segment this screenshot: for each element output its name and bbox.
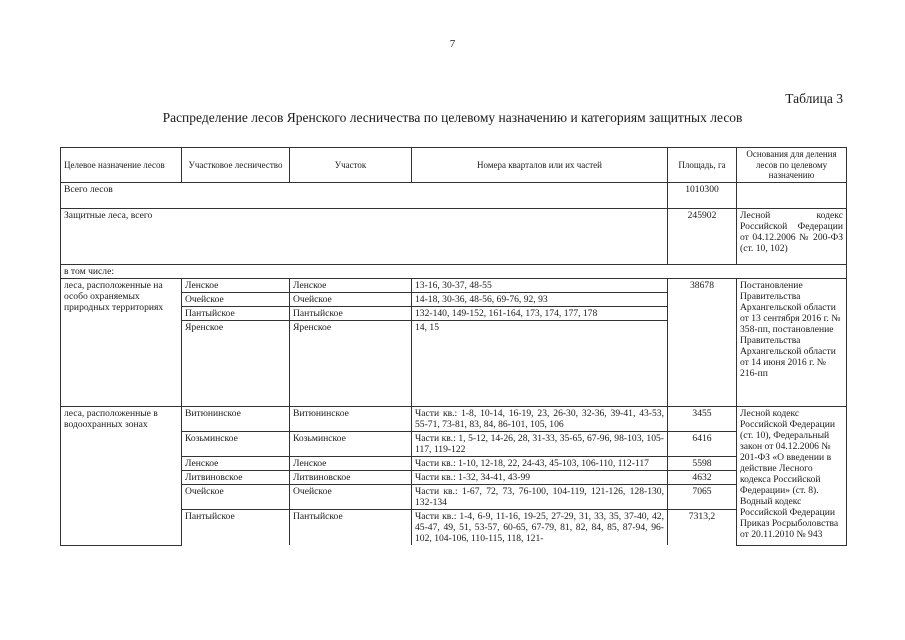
forestry-cell: Пантыйское xyxy=(182,510,290,546)
table-row xyxy=(61,279,847,293)
forestry-cell: Козьминское xyxy=(182,432,290,457)
area-cell: 6416 xyxy=(668,432,737,457)
forestry-cell: Пантыйское xyxy=(182,307,290,321)
table-row-including xyxy=(61,265,847,279)
forest-distribution-table xyxy=(60,147,847,546)
section-cell: Яренское xyxy=(290,321,412,407)
quarters-cell: Части кв.: 1-8, 10-14, 16-19, 23, 26-30, 32-36, 39-41, 43-53, 55-71, 73-81, 83, 84, 86-101, 105, 106 xyxy=(412,407,668,432)
table-label: Таблица 3 xyxy=(785,91,843,106)
basis-cell: Лесной кодекс Российской Федерации от 04.12.2006 № 200-ФЗ (ст. 10, 102) xyxy=(737,209,847,265)
area-cell: 38678 xyxy=(668,279,737,407)
forestry-cell: Очейское xyxy=(182,485,290,510)
basis-cell xyxy=(737,183,847,209)
quarters-cell: Части кв.: 1-4, 6-9, 11-16, 19-25, 27-29, 31, 33, 35, 37-40, 42, 45-47, 49, 51, 53-57, 60-65, 67-79, 81, 82, 84, 85, 87-94, 96-102, 104-106, 110-115, 118, 121- xyxy=(412,510,668,546)
forestry-cell: Ленское xyxy=(182,457,290,471)
quarters-cell: Части кв.: 1-32, 34-41, 43-99 xyxy=(412,471,668,485)
section-cell: Ленское xyxy=(290,457,412,471)
area-cell: 5598 xyxy=(668,457,737,471)
section-cell: Очейское xyxy=(290,485,412,510)
table-row xyxy=(61,407,847,432)
area-cell: 4632 xyxy=(668,471,737,485)
page-number: 7 xyxy=(449,38,456,50)
table-row-all-forests xyxy=(61,183,847,209)
row-label: Всего лесов xyxy=(61,183,668,209)
forestry-cell: Очейское xyxy=(182,293,290,307)
forestry-cell: Ленское xyxy=(182,279,290,293)
quarters-cell: 132-140, 149-152, 161-164, 173, 174, 177, 178 xyxy=(412,307,668,321)
forestry-cell: Витюнинское xyxy=(182,407,290,432)
quarters-cell: Части кв.: 1-67, 72, 73, 76-100, 104-119, 121-126, 128-130, 132-134 xyxy=(412,485,668,510)
purpose-cell: леса, расположенные в водоохранных зонах xyxy=(61,407,182,546)
quarters-cell: 14, 15 xyxy=(412,321,668,407)
area-cell: 1010300 xyxy=(668,183,737,209)
quarters-cell: Части кв.: 1-10, 12-18, 22, 24-43, 45-103, 106-110, 112-117 xyxy=(412,457,668,471)
forestry-cell: Литвиновское xyxy=(182,471,290,485)
section-cell: Витюнинское xyxy=(290,407,412,432)
area-cell: 3455 xyxy=(668,407,737,432)
header-purpose: Целевое назначение лесов xyxy=(61,148,182,183)
basis-cell: Лесной кодекс Российской Федерации (ст. 10), Федеральный закон от 04.12.2006 № 201-ФЗ «О введении в действие Лесного кодекса Российской Федерации» (ст. 8). Водный кодекс Российской Федерации Приказ Росрыболовства от 20.11.2010 № 943 xyxy=(737,407,847,546)
row-label: в том числе: xyxy=(61,265,847,279)
quarters-cell: 14-18, 30-36, 48-56, 69-76, 92, 93 xyxy=(412,293,668,307)
table-title: Распределение лесов Яренского лесничества по целевому назначению и категориям защитных лесов xyxy=(162,110,743,125)
forestry-cell: Яренское xyxy=(182,321,290,407)
basis-cell: Постановление Правительства Архангельской области от 13 сентября 2016 г. № 358-пп, постановление Правительства Архангельской области от 14 июня 2016 г. № 216-пп xyxy=(737,279,847,407)
header-basis: Основания для деления лесов по целевому назначению xyxy=(737,148,847,183)
section-cell: Ленское xyxy=(290,279,412,293)
area-cell: 245902 xyxy=(668,209,737,265)
section-cell: Пантыйское xyxy=(290,307,412,321)
purpose-cell: леса, расположенные на особо охраняемых природных территориях xyxy=(61,279,182,407)
header-area: Площадь, га xyxy=(668,148,737,183)
area-cell: 7313,2 xyxy=(668,510,737,546)
row-label: Защитные леса, всего xyxy=(61,209,668,265)
section-cell: Пантыйское xyxy=(290,510,412,546)
header-section: Участок xyxy=(290,148,412,183)
header-quarters: Номера кварталов или их частей xyxy=(412,148,668,183)
table-header-row xyxy=(61,148,847,183)
quarters-cell: Части кв.: 1, 5-12, 14-26, 28, 31-33, 35-65, 67-96, 98-103, 105-117, 119-122 xyxy=(412,432,668,457)
table-row-protective xyxy=(61,209,847,265)
section-cell: Очейское xyxy=(290,293,412,307)
header-forestry: Участковое лесничество xyxy=(182,148,290,183)
area-cell: 7065 xyxy=(668,485,737,510)
quarters-cell: 13-16, 30-37, 48-55 xyxy=(412,279,668,293)
section-cell: Литвиновское xyxy=(290,471,412,485)
section-cell: Козьминское xyxy=(290,432,412,457)
